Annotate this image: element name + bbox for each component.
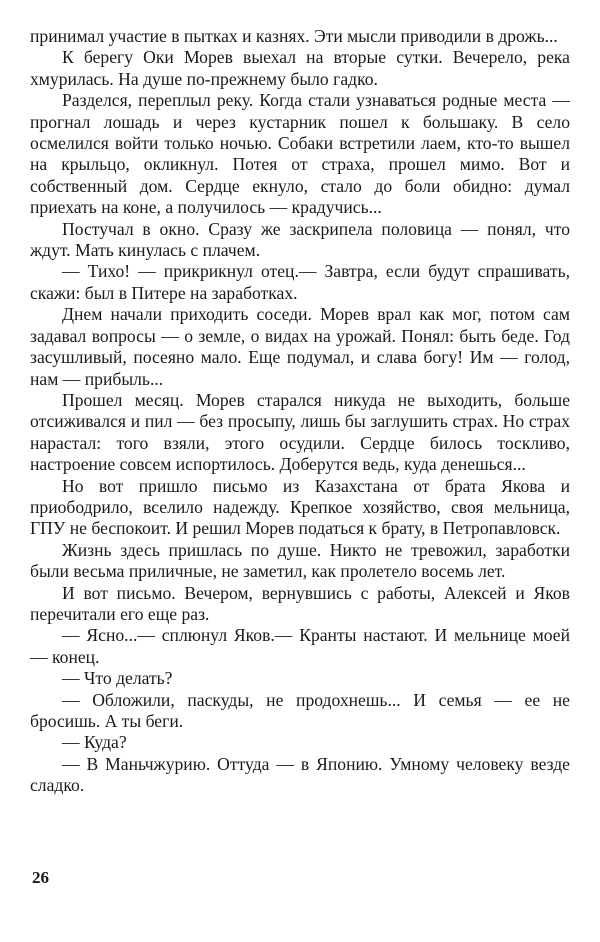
paragraph: — Обложили, паскуды, не продохнешь... И семья — ее не бросишь. А ты беги.: [30, 689, 570, 731]
paragraph: Жизнь здесь пришлась по душе. Никто не тревожил, заработки были весьма приличные, не заметил, как пролетело восемь лет.: [30, 539, 570, 582]
paragraph: принимал участие в пытках и казнях. Эти мысли приводили в дрожь...: [30, 26, 558, 46]
paragraph: — Тихо! — прикрикнул отец.— Завтра, если будут спрашивать, скажи: был в Питере на заработках.: [30, 261, 570, 303]
page-number: 26: [32, 868, 49, 887]
paragraph: Но вот пришло письмо из Казахстана от брата Якова и приободрило, вселило надежду. Крепкое хозяйство, своя мельница, ГПУ не беспокоит. И решил Морев податься к брату, в Петропавловск.: [30, 475, 570, 539]
paragraph: — В Маньчжурию. Оттуда — в Японию. Умному человеку везде сладко.: [30, 753, 570, 796]
paragraph: — Что делать?: [62, 668, 173, 689]
page-text: [30, 26, 570, 797]
paragraph: — Ясно...— сплюнул Яков.— Кранты настают. И мельнице моей — конец.: [30, 625, 570, 667]
paragraph: — Куда?: [62, 732, 127, 753]
paragraph: И вот письмо. Вечером, вернувшись с работы, Алексей и Яков перечитали его еще раз.: [30, 582, 570, 624]
paragraph: Постучал в окно. Сразу же заскрипела половица — понял, что ждут. Мать кинулась с плачем.: [30, 218, 570, 261]
paragraph: Прошел месяц. Морев старался никуда не выходить, больше отсиживался и пил — без просыпу, лишь бы заглушить страх. Но страх нарастал: того взяли, этого осудили. Сердце билось тоскливо, настроение совсем испортилось. Доберутся ведь, куда денешься...: [30, 389, 570, 475]
paragraph: Разделся, переплыл реку. Когда стали узнаваться родные места — прогнал лошадь и через кустарник пошел к большаку. В село осмелился войти только ночью. Собаки встретили лаем, кто-то вышел на крыльцо, окликнул. Потея от страха, прошел мимо. Вот и собственный дом. Сердце екнуло, стало до боли обидно: думал приехать на коне, а получилось — крадучись...: [30, 90, 570, 218]
paragraph: Днем начали приходить соседи. Морев врал как мог, потом сам задавал вопросы — о земле, о видах на урожай. Понял: быть беде. Год засушливый, посеяно мало. Еще подумал, и слава богу! Им — голод, нам — прибыль...: [30, 304, 570, 389]
paragraph: К берегу Оки Морев выехал на вторые сутки. Вечерело, река хмурилась. На душе по-прежнему было гадко.: [30, 47, 570, 89]
